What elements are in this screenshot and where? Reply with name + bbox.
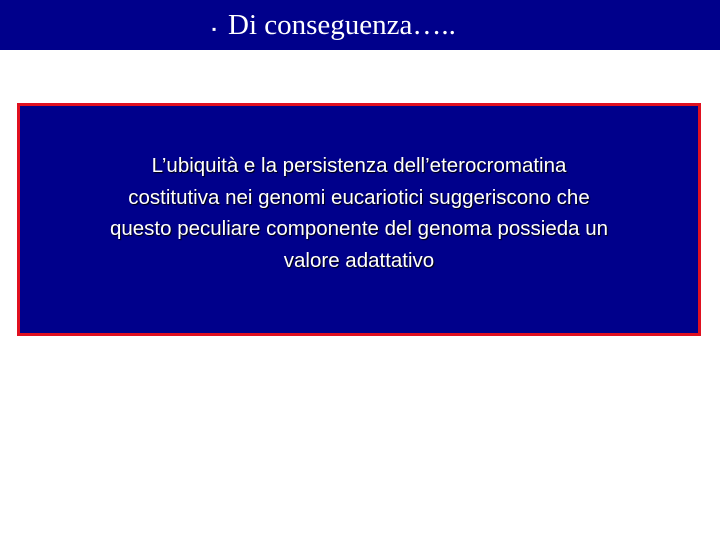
content-box <box>17 103 701 336</box>
content-line-1: L’ubiquità e la persistenza dell’eterocromatina <box>151 154 567 177</box>
content-line-4: valore adattativo <box>283 248 435 272</box>
content-line-3: questo peculiare componente del genoma possieda un <box>109 217 609 240</box>
title-bar <box>0 0 720 50</box>
content-line-2: costitutiva nei genomi eucariotici suggeriscono che <box>128 185 590 209</box>
slide-title: Di conseguenza….. <box>228 9 456 41</box>
content-text <box>20 150 698 276</box>
title-bullet: ▪ <box>212 22 217 36</box>
